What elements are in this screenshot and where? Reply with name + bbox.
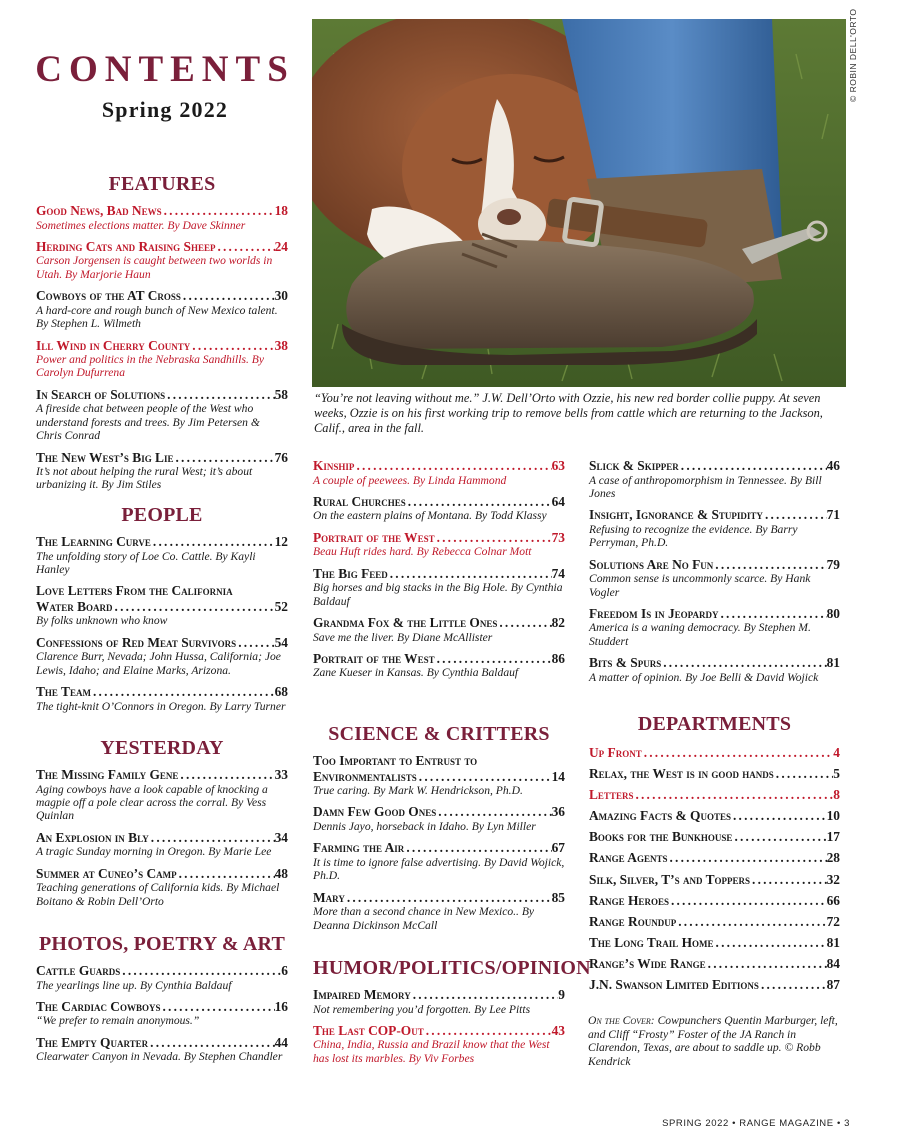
entry-desc: The tight-knit O’Connors in Oregon. By Larry Turner: [36, 699, 286, 713]
entry-title: Range Heroes: [589, 892, 669, 908]
toc-entry[interactable]: [36, 684, 288, 713]
toc-entry[interactable]: [313, 753, 565, 797]
entry-page: 8: [833, 787, 840, 803]
section-heading: PEOPLE: [121, 504, 203, 526]
entry-page: 14: [551, 768, 565, 784]
entry-title-pre: Love Letters From the California: [36, 583, 233, 599]
entry-page: 24: [274, 238, 288, 254]
toc-entry[interactable]: [36, 387, 288, 443]
entry-desc: Not remembering you’d forgotten. By Lee Pitts: [313, 1002, 531, 1016]
entry-title: Farming the Air: [313, 840, 405, 856]
entry-title: Good News, Bad News: [36, 203, 162, 218]
entry-page: 10: [826, 808, 840, 824]
entry-desc: Clearwater Canyon in Nevada. By Stephen Chandler: [36, 1050, 283, 1064]
toc-entry[interactable]: [36, 203, 288, 232]
entry-desc: Refusing to recognize the evidence. By Barry Perryman, Ph.D.: [589, 522, 798, 550]
entry-page: 18: [274, 203, 288, 218]
entry-desc: On the eastern plains of Montana. By Todd Klassy: [313, 509, 547, 523]
toc-entry[interactable]: [589, 850, 840, 866]
entry-title: Mary: [313, 889, 345, 905]
entry-title: Amazing Facts & Quotes: [589, 808, 731, 824]
toc-entry[interactable]: [589, 956, 840, 972]
entry-title: Rural Churches: [313, 493, 406, 509]
section-photos-poetry-art: [36, 933, 288, 1071]
entry-desc: It is time to ignore false advertising. By David Wojick, Ph.D.: [313, 855, 565, 883]
toc-entry[interactable]: [589, 507, 840, 549]
toc-entry[interactable]: [36, 866, 288, 908]
entry-page: 85: [551, 889, 565, 905]
toc-entry[interactable]: [36, 635, 288, 677]
photo-illustration: [312, 19, 846, 387]
entry-page: 12: [274, 534, 288, 549]
toc-entry[interactable]: [589, 914, 840, 930]
entry-page: 28: [826, 850, 840, 866]
toc-entry[interactable]: [589, 829, 840, 845]
photo-credit: [848, 8, 858, 102]
toc-entry[interactable]: [36, 830, 288, 859]
issue-title: Spring 2022: [101, 97, 229, 122]
toc-entry[interactable]: [589, 808, 840, 824]
entry-page: 5: [833, 766, 840, 782]
entry-title: The Missing Family Gene: [36, 767, 179, 782]
entry-title: Water Board: [36, 598, 113, 614]
toc-entry[interactable]: [36, 239, 288, 281]
toc-entry[interactable]: [36, 450, 288, 492]
entry-page: 81: [826, 934, 840, 950]
entry-title: Impaired Memory: [313, 987, 411, 1002]
entry-page: 81: [826, 655, 840, 671]
entry-desc: It’s not about helping the rural West; it’s about urbanizing it. By Jim Stiles: [36, 465, 253, 492]
entry-page: 16: [274, 998, 288, 1014]
entry-title: Ill Wind in Cherry County: [36, 337, 191, 353]
entry-title: An Explosion in Bly: [36, 829, 149, 845]
entry-desc: Sometimes elections matter. By Dave Skinner: [36, 218, 246, 232]
entry-title: Slick & Skipper: [589, 458, 679, 473]
toc-entry[interactable]: [589, 935, 840, 951]
entry-title: Cattle Guards: [36, 963, 121, 978]
toc-entry[interactable]: [313, 890, 565, 932]
entry-desc: Clarence Burr, Nevada; John Hussa, California; Joe Lewis, Idaho; and Elaine Marks, Arizona.: [36, 650, 281, 677]
entry-page: 86: [551, 650, 565, 666]
toc-entry[interactable]: [313, 1023, 565, 1065]
toc-entry[interactable]: [36, 963, 288, 992]
entry-title: The Last COP-Out: [313, 1022, 424, 1038]
entry-title: Solutions Are No Fun: [589, 556, 714, 572]
toc-entry[interactable]: [589, 557, 840, 599]
entry-page: 54: [274, 634, 288, 650]
section-right-features: [589, 458, 840, 691]
toc-entry[interactable]: [589, 606, 840, 648]
entry-page: 38: [274, 337, 288, 353]
toc-entry[interactable]: [313, 651, 565, 680]
entry-title: Up Front: [589, 745, 642, 760]
entry-title: Books for the Bunkhouse: [589, 829, 733, 845]
entry-page: 33: [274, 767, 288, 782]
entry-page: 79: [826, 556, 840, 572]
entry-title: The Big Feed: [313, 565, 388, 581]
section-heading: SCIENCE & CRITTERS: [328, 723, 550, 745]
section-science-critters: [313, 723, 565, 939]
section-heading: PHOTOS, POETRY & ART: [39, 933, 285, 955]
section-humor-politics: [313, 957, 591, 1072]
toc-entry[interactable]: [313, 987, 565, 1016]
toc-entry[interactable]: [313, 615, 565, 644]
entry-desc: The yearlings line up. By Cynthia Baldauf: [36, 978, 232, 992]
section-mid-features: [313, 458, 565, 687]
entry-page: 36: [551, 804, 565, 820]
entry-desc: Teaching generations of California kids. By Michael Boitano & Robin Dell’Orto: [36, 881, 280, 908]
toc-entry[interactable]: [589, 977, 840, 993]
toc-entry[interactable]: [36, 338, 288, 380]
cover-note-text: Cowpunchers Quentin Marburger, left, and Cliff “Frosty” Foster of the JA Ranch in Clarendon, Texas, are about to saddle up. © Robb Kendrick: [588, 1014, 838, 1068]
entry-desc: Carson Jorgensen is caught between two worlds in Utah. By Marjorie Haun: [36, 254, 273, 281]
entry-title: Summer at Cuneo’s Camp: [36, 865, 177, 881]
toc-entry[interactable]: [313, 804, 565, 833]
section-heading: HUMOR/POLITICS/OPINION: [313, 957, 591, 979]
entry-title: Silk, Silver, T’s and Toppers: [589, 871, 751, 887]
entry-page: 17: [826, 829, 840, 845]
entry-page: 43: [551, 1022, 565, 1038]
entry-page: 30: [274, 288, 288, 304]
toc-entry[interactable]: [36, 583, 288, 627]
entry-page: 74: [551, 565, 565, 581]
entry-title: Relax, the West is in good hands: [589, 766, 774, 782]
entry-page: 46: [826, 458, 840, 473]
entry-page: 73: [551, 529, 565, 545]
toc-entry[interactable]: [36, 1035, 288, 1064]
entry-desc: A matter of opinion. By Joe Belli & David Wojick: [589, 670, 819, 684]
entry-desc: A tragic Sunday morning in Oregon. By Marie Lee: [36, 845, 272, 859]
entry-page: 44: [274, 1034, 288, 1050]
entry-title: Environmentalists: [313, 768, 417, 784]
entry-title: The New West’s Big Lie: [36, 449, 174, 465]
entry-page: 66: [826, 892, 840, 908]
entry-desc: A fireside chat between people of the West who understand forests and trees. By Jim Petersen & Chris Conrad: [36, 402, 260, 443]
section-departments: [589, 713, 840, 998]
entry-title: Confessions of Red Meat Survivors: [36, 634, 237, 650]
toc-entry[interactable]: [36, 999, 288, 1028]
entry-page: 87: [826, 977, 840, 993]
entry-title: Kinship: [313, 458, 355, 473]
section-yesterday: [36, 737, 288, 915]
section-heading: FEATURES: [108, 173, 216, 195]
entry-title: The Empty Quarter: [36, 1034, 149, 1050]
section-heading: DEPARTMENTS: [637, 713, 792, 735]
entry-desc: Zane Kueser in Kansas. By Cynthia Baldauf: [313, 666, 519, 680]
entry-desc: True caring. By Mark W. Hendrickson, Ph.D.: [313, 784, 523, 797]
entry-page: 32: [826, 871, 840, 887]
entry-page: 82: [551, 615, 565, 631]
entry-desc: “We prefer to remain anonymous.”: [36, 1014, 200, 1028]
entry-title-pre: Too Important to Entrust to: [313, 753, 478, 768]
entry-desc: Aging cowboys have a look capable of knocking a magpie off a pole clear across the corral. By Vess Quinlan: [36, 782, 268, 823]
entry-page: 64: [551, 493, 565, 509]
toc-entry[interactable]: [313, 840, 565, 882]
cover-note-lead: On the Cover:: [588, 1014, 655, 1027]
entry-title: Cowboys of the AT Cross: [36, 288, 181, 304]
entry-title: The Team: [36, 684, 91, 700]
entry-page: 63: [551, 458, 565, 473]
entry-desc: Common sense is uncommonly scarce. By Hank Vogler: [589, 572, 811, 599]
entry-page: 52: [274, 598, 288, 614]
entry-desc: Big horses and big stacks in the Big Hole. By Cynthia Baldauf: [313, 581, 563, 608]
toc-entry[interactable]: [36, 534, 288, 576]
entry-title: Range’s Wide Range: [589, 955, 706, 971]
section-people: [36, 504, 288, 720]
entry-title: Damn Few Good Ones: [313, 804, 437, 820]
entry-title: Range Roundup: [589, 913, 677, 929]
entry-title: Bits & Spurs: [589, 655, 662, 671]
toc-entry[interactable]: [313, 494, 565, 523]
entry-page: 76: [274, 449, 288, 465]
entry-title: The Long Trail Home: [589, 934, 714, 950]
cover-photo: [312, 19, 846, 387]
entry-page: 9: [558, 987, 565, 1002]
entry-desc: Beau Huft rides hard. By Rebecca Colnar Mott: [313, 545, 532, 559]
entry-title: Portrait of the West: [313, 529, 435, 545]
entry-desc: A hard-core and rough bunch of New Mexico talent. By Stephen L. Wilmeth: [36, 303, 278, 331]
entry-desc: Save me the liver. By Diane McAllister: [313, 630, 493, 644]
toc-entry[interactable]: [589, 745, 840, 761]
entry-title: In Search of Solutions: [36, 386, 166, 402]
entry-desc: China, India, Russia and Brazil know that the West has lost its marbles. By Viv Forbes: [313, 1038, 550, 1065]
photo-caption: “You’re not leaving without me.” J.W. Dell’Orto with Ozzie, his new red border collie puppy. At seven weeks, Ozzie is on his first working trip to remove bells from cattle which are returning to the Jackson, Calif., area in the fall.: [314, 391, 823, 435]
cover-note: [588, 1014, 846, 1068]
entry-title: Freedom Is in Jeopardy: [589, 605, 719, 621]
entry-page: 34: [274, 829, 288, 845]
toc-entry[interactable]: [313, 566, 565, 608]
entry-desc: More than a second chance in New Mexico.. By Deanna Dickinson McCall: [313, 905, 535, 932]
entry-desc: Dennis Jayo, horseback in Idaho. By Lyn Miller: [313, 819, 536, 833]
entry-title: Grandma Fox & the Little Ones: [313, 615, 498, 631]
entry-title: Herding Cats and Raising Sheep: [36, 238, 216, 254]
entry-title: Range Agents: [589, 850, 668, 866]
toc-entry[interactable]: [589, 655, 840, 684]
toc-entry[interactable]: [589, 458, 840, 500]
toc-entry[interactable]: [589, 766, 840, 782]
toc-entry[interactable]: [36, 767, 288, 823]
entry-page: 72: [826, 913, 840, 929]
toc-entry[interactable]: [313, 530, 565, 559]
entry-page: 6: [281, 963, 288, 978]
entry-page: 67: [551, 840, 565, 856]
entry-title: J.N. Swanson Limited Editions: [589, 977, 759, 993]
entry-page: 68: [274, 684, 288, 700]
toc-entry[interactable]: [313, 458, 565, 487]
entry-desc: A case of anthropomorphism in Tennessee. By Bill Jones: [589, 473, 822, 500]
entry-page: 48: [274, 865, 288, 881]
entry-page: 80: [826, 605, 840, 621]
toc-entry[interactable]: [36, 288, 288, 330]
masthead: [0, 48, 330, 123]
page-title: CONTENTS: [35, 49, 295, 90]
entry-title: Insight, Ignorance & Stupidity: [589, 507, 763, 523]
entry-desc: By folks unknown who know: [36, 614, 168, 628]
entry-title: Portrait of the West: [313, 650, 435, 666]
toc-entry[interactable]: [589, 872, 840, 888]
entry-desc: Power and politics in the Nebraska Sandhills. By Carolyn Dufurrena: [36, 353, 264, 380]
entry-desc: A couple of peewees. By Linda Hammond: [313, 473, 507, 487]
page-footer: SPRING 2022 • RANGE MAGAZINE • 3: [662, 1118, 850, 1129]
entry-page: 84: [826, 955, 840, 971]
entry-title: Letters: [589, 787, 634, 803]
entry-desc: The unfolding story of Loe Co. Cattle. By Kayli Hanley: [36, 549, 256, 576]
entry-title: The Cardiac Cowboys: [36, 998, 161, 1014]
entry-desc: America is a waning democracy. By Stephen M. Studdert: [589, 621, 811, 648]
entry-page: 58: [274, 386, 288, 402]
entry-page: 4: [833, 745, 840, 760]
entry-page: 71: [826, 507, 840, 523]
section-features: [36, 173, 288, 499]
section-heading: YESTERDAY: [100, 737, 224, 759]
toc-entry[interactable]: [589, 787, 840, 803]
entry-title: The Learning Curve: [36, 534, 151, 549]
toc-entry[interactable]: [589, 893, 840, 909]
photo-credit-text: © ROBIN DELL'ORTO: [848, 8, 858, 102]
